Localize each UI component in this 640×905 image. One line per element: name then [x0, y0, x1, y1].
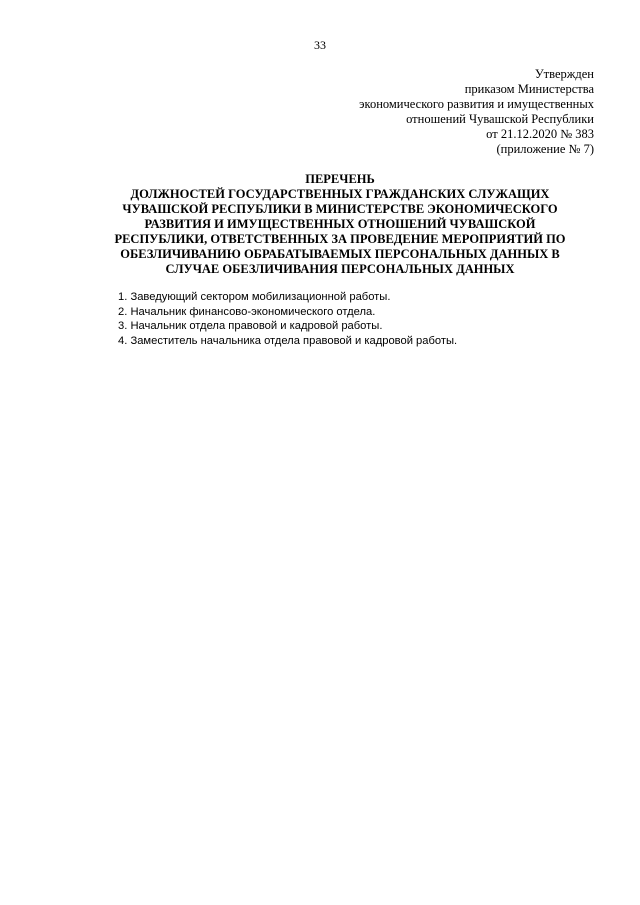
list-item: 2. Начальник финансово-экономического отдела.: [118, 305, 376, 318]
approval-line: приказом Министерства: [464, 82, 594, 96]
title-line: ЧУВАШСКОЙ РЕСПУБЛИКИ В МИНИСТЕРСТВЕ ЭКОНОМИЧЕСКОГО: [122, 202, 558, 216]
approval-line: от 21.12.2020 № 383: [486, 127, 594, 141]
list-item: 1. Заведующий сектором мобилизационной работы.: [118, 291, 391, 303]
approval-line: экономического развития и имущественных: [359, 97, 594, 111]
title-line: ПЕРЕЧЕНЬ: [305, 172, 375, 186]
title-line: РЕСПУБЛИКИ, ОТВЕТСТВЕННЫХ ЗА ПРОВЕДЕНИЕ МЕРОПРИЯТИЙ ПО: [114, 232, 566, 246]
list-item: 4. Заместитель начальника отдела правовой и кадровой работы.: [118, 334, 458, 347]
title-line: ДОЛЖНОСТЕЙ ГОСУДАРСТВЕННЫХ ГРАЖДАНСКИХ СЛУЖАЩИХ: [130, 187, 550, 201]
approval-stamp: [274, 67, 594, 157]
document-title: [80, 172, 600, 277]
title-line: РАЗВИТИЯ И ИМУЩЕСТВЕННЫХ ОТНОШЕНИЙ ЧУВАШСКОЙ: [144, 217, 536, 231]
approval-line: (приложение № 7): [496, 142, 594, 156]
page-number: 33: [314, 38, 326, 52]
title-line: СЛУЧАЕ ОБЕЗЛИЧИВАНИЯ ПЕРСОНАЛЬНЫХ ДАННЫХ: [165, 262, 515, 276]
title-line: ОБЕЗЛИЧИВАНИЮ ОБРАБАТЫВАЕМЫХ ПЕРСОНАЛЬНЫХ ДАННЫХ В: [120, 247, 560, 261]
list-item: 3. Начальник отдела правовой и кадровой работы.: [118, 320, 383, 332]
approval-line: Утвержден: [534, 67, 594, 81]
positions-list: [118, 290, 598, 348]
approval-line: отношений Чувашской Республики: [406, 112, 594, 126]
